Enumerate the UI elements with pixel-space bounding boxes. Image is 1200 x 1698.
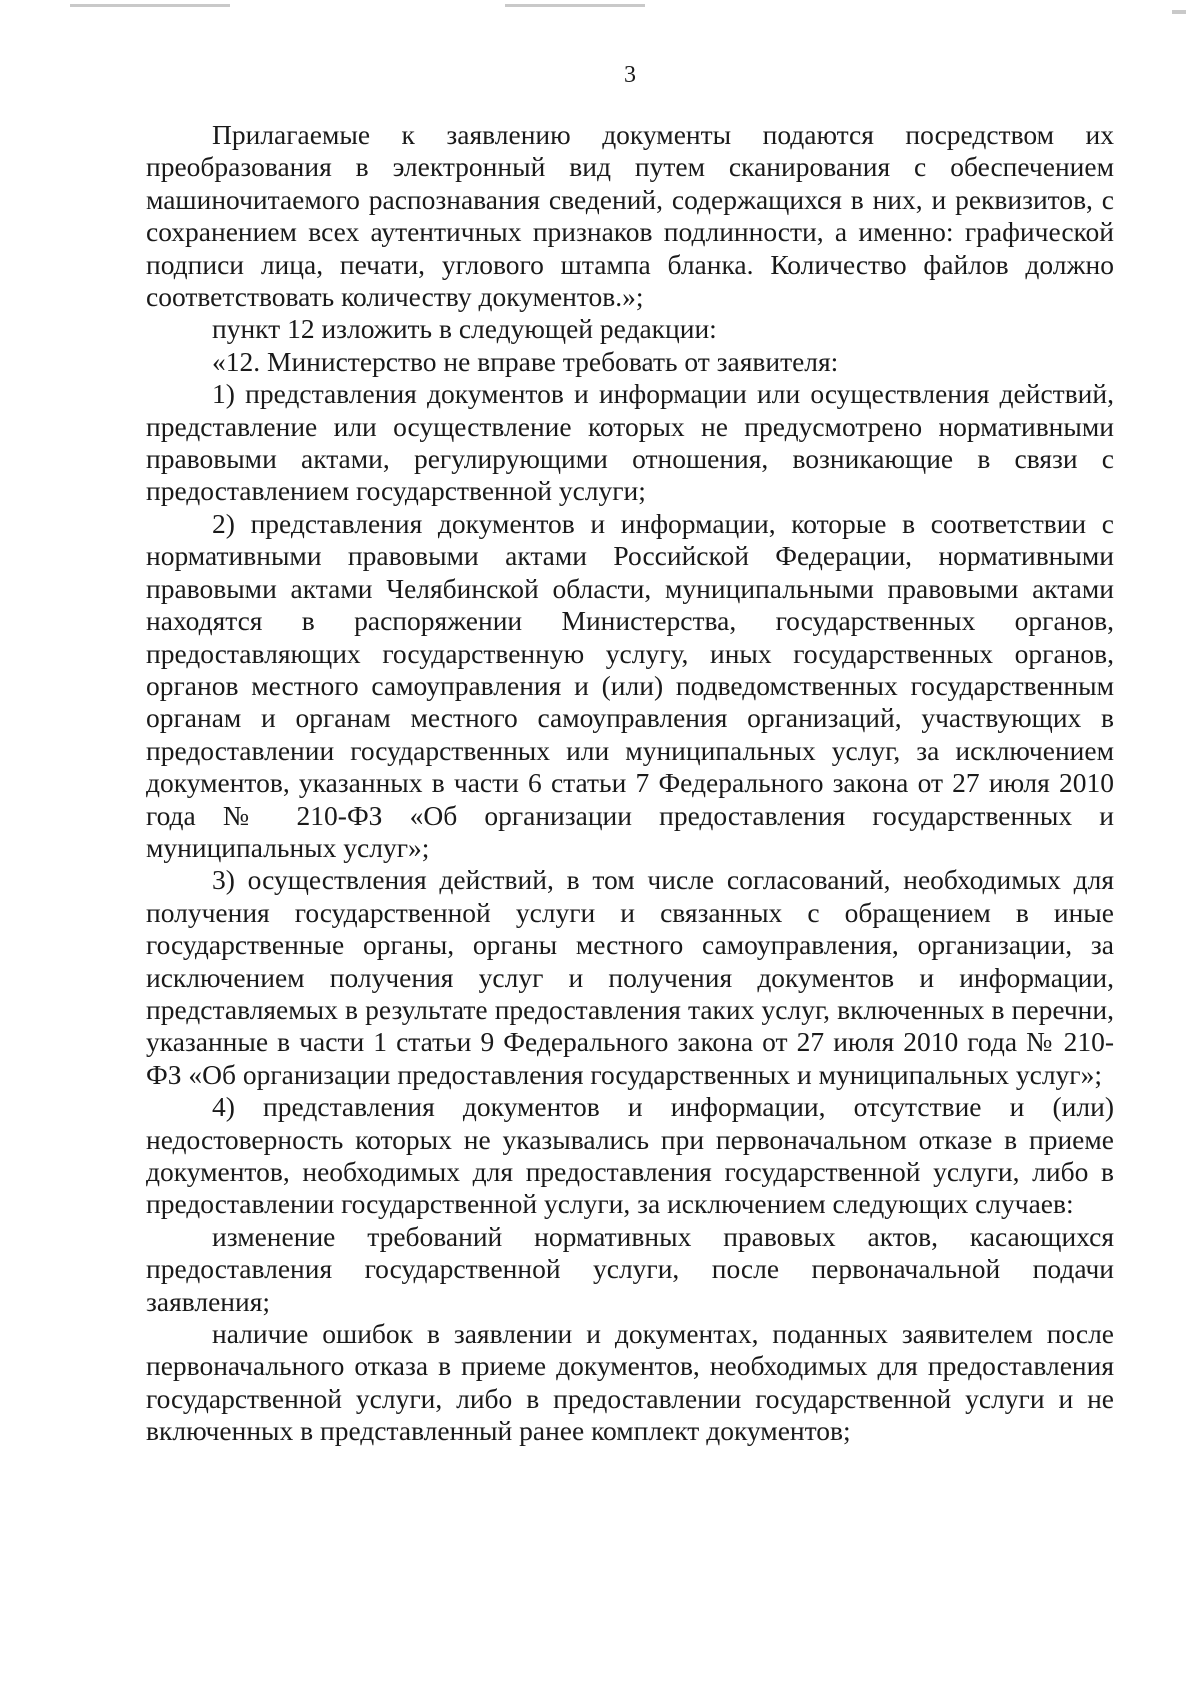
paragraph-item-4: 4) представления документов и информации, отсутствие и (или) недостоверность которых не указывались при первоначальном отказе в приеме документов, необходимых для предоставления государственной услуги, либо в предоставлении государственной услуги, за исключением следующих случаев: (146, 1091, 1114, 1220)
paragraph-clause-12-intro: пункт 12 изложить в следующей редакции: (212, 313, 717, 345)
document-body (146, 119, 1114, 1448)
paragraph-exception-requirements-change: изменение требований нормативных правовых актов, касающихся предоставления государственной услуги, после первоначальной подачи заявления; (146, 1220, 1114, 1317)
scan-artifact-top-center (505, 4, 645, 7)
scan-artifact-top-right (1172, 10, 1186, 14)
paragraph-item-1: 1) представления документов и информации или осуществления действий, представление или осуществление которых не предусмотрено нормативными правовыми актами, регулирующими отношения, возникающие в связи с предоставлением государственной услуги; (146, 378, 1114, 507)
paragraph-exception-errors: наличие ошибок в заявлении и документах, поданных заявителем после первоначального отказа в приеме документов, необходимых для предоставления государственной услуги, либо в предоставлении государственной услуги и не включенных в представленный ранее комплект документов; (146, 1318, 1114, 1447)
paragraph-item-3: 3) осуществления действий, в том числе согласований, необходимых для получения государственной услуги и связанных с обращением в иные государственные органы, органы местного самоуправления, организации, за исключением получения услуг и получения документов и информации, представляемых в результате предоставления таких услуг, включенных в перечни, указанные в части 1 статьи 9 Федерального закона от 27 июля 2010 года № 210-ФЗ «Об организации предоставления государственных и муниципальных услуг»; (146, 864, 1114, 1090)
page-number: 3 (624, 62, 636, 88)
paragraph-item-2: 2) представления документов и информации, которые в соответствии с нормативными правовыми актами Российской Федерации, нормативными правовыми актами Челябинской области, муниципальными правовыми актами находятся в распоряжении Министерства, государственных органов, предоставляющих государственную услугу, иных государственных органов, органов местного самоуправления и (или) подведомственных государственным органам и органам местного самоуправления организаций, участвующих в предоставлении государственных или муниципальных услуг, за исключением документов, указанных в части 6 статьи 7 Федерального закона от 27 июля 2010 года № 210-ФЗ «Об организации предоставления государственных и муниципальных услуг»; (146, 507, 1114, 863)
paragraph-attached-documents: Прилагаемые к заявлению документы подаются посредством их преобразования в электронный вид путем сканирования с обеспечением машиночитаемого распознавания сведений, содержащихся в них, и реквизитов, с сохранением всех аутентичных признаков подлинности, а именно: графической подписи лица, печати, углового штампа бланка. Количество файлов должно соответствовать количеству документов.»; (146, 119, 1114, 313)
paragraph-clause-12-heading: «12. Министерство не вправе требовать от заявителя: (212, 345, 839, 377)
scan-artifact-top-left (70, 4, 230, 7)
